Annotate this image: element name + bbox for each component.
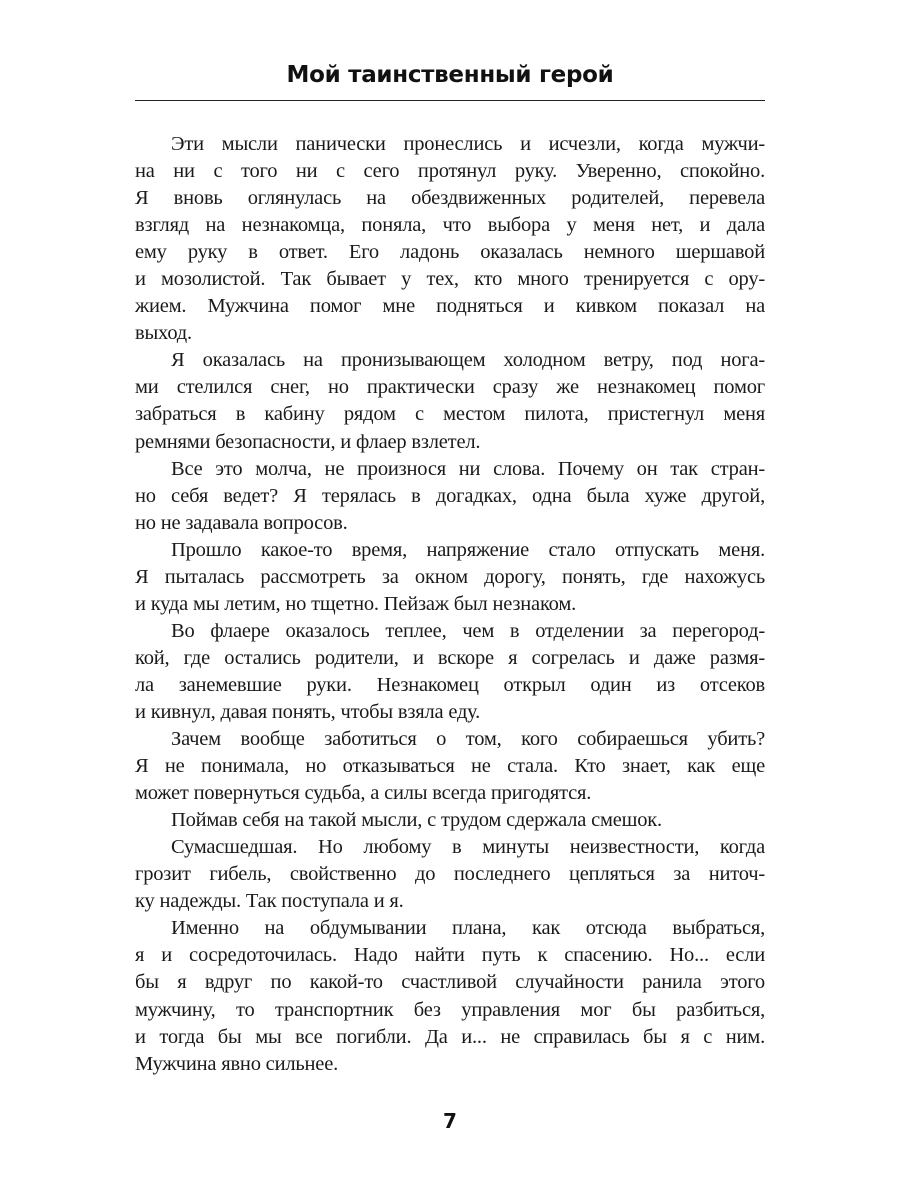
text-line: но не задавала вопросов.: [135, 511, 348, 534]
text-line: ла занемевшие руки. Незнакомец открыл один из отсеков: [135, 673, 765, 696]
paragraph: [135, 915, 765, 1077]
text-line: и кивнул, давая понять, чтобы взяла еду.: [135, 700, 481, 723]
paragraph: [135, 537, 765, 618]
text-line: Именно на обдумывании плана, как отсюда выбраться,: [171, 917, 765, 940]
text-line: Эти мысли панически пронеслись и исчезли, когда мужчи-: [171, 133, 765, 155]
text-line: мужчину, то транспортник без управления мог бы разбиться,: [135, 998, 765, 1021]
paragraph: [135, 347, 765, 455]
text-line: Поймав себя на такой мысли, с трудом сдержала смешок.: [171, 809, 662, 832]
text-line: взгляд на незнакомца, поняла, что выбора у меня нет, и дала: [135, 214, 765, 237]
paragraph: [135, 807, 765, 834]
text-line: Я оказалась на пронизывающем холодном ветру, под нога-: [171, 349, 765, 372]
paragraph: [135, 131, 765, 347]
text-line: я и сосредоточилась. Надо найти путь к спасению. Но... если: [135, 944, 765, 967]
text-line: Я не понимала, но отказываться не стала. Кто знает, как еще: [135, 755, 765, 778]
text-line: и тогда бы мы все погибли. Да и... не справилась бы я с ним.: [135, 1025, 765, 1048]
text-line: Прошло какое-то время, напряжение стало отпускать меня.: [171, 538, 765, 561]
text-line: Я пыталась рассмотреть за окном дорогу, понять, где нахожусь: [135, 565, 765, 588]
text-line: Мужчина явно сильнее.: [135, 1052, 339, 1075]
text-line: и мозолистой. Так бывает у тех, кто много тренируется с ору-: [135, 268, 765, 291]
text-line: и куда мы летим, но тщетно. Пейзаж был незнаком.: [135, 592, 577, 615]
paragraph: [135, 834, 765, 915]
text-line: кой, где остались родители, и вскоре я согрелась и даже размя-: [135, 646, 765, 669]
paragraph: [135, 726, 765, 807]
text-line: но себя ведет? Я терялась в догадках, одна была хуже другой,: [135, 484, 765, 507]
running-header-title: Мой таинственный герой: [286, 62, 614, 88]
text-line: выход.: [135, 322, 192, 345]
page-number: 7: [443, 1109, 457, 1133]
text-line: на ни с того ни с сего протянул руку. Уверенно, спокойно.: [135, 160, 765, 183]
body-text: [135, 131, 765, 1078]
text-line: бы я вдруг по какой-то счастливой случайности ранила этого: [135, 971, 765, 994]
paragraph: [135, 456, 765, 537]
text-line: ку надежды. Так поступала и я.: [135, 890, 404, 913]
text-line: Во флаере оказалось теплее, чем в отделении за перегород-: [171, 619, 765, 642]
text-line: ми стелился снег, но практически сразу же незнакомец помог: [135, 376, 765, 399]
text-line: жием. Мужчина помог мне подняться и кивком показал на: [135, 295, 765, 318]
text-line: забраться в кабину рядом с местом пилота, пристегнул меня: [135, 403, 765, 426]
text-line: Сумасшедшая. Но любому в минуты неизвестности, когда: [171, 836, 765, 859]
text-line: может повернуться судьба, а силы всегда пригодятся.: [135, 782, 592, 805]
header-rule: [135, 100, 765, 101]
text-line: ремнями безопасности, и флаер взлетел.: [135, 430, 481, 453]
text-line: Все это молча, не произнося ни слова. Почему он так стран-: [171, 457, 765, 480]
text-line: Зачем вообще заботиться о том, кого собираешься убить?: [171, 728, 765, 751]
paragraph: [135, 618, 765, 726]
text-line: грозит гибель, свойственно до последнего цепляться за ниточ-: [135, 863, 765, 886]
text-line: ему руку в ответ. Его ладонь оказалась немного шершавой: [135, 241, 765, 264]
text-line: Я вновь оглянулась на обездвиженных родителей, перевела: [135, 187, 765, 210]
